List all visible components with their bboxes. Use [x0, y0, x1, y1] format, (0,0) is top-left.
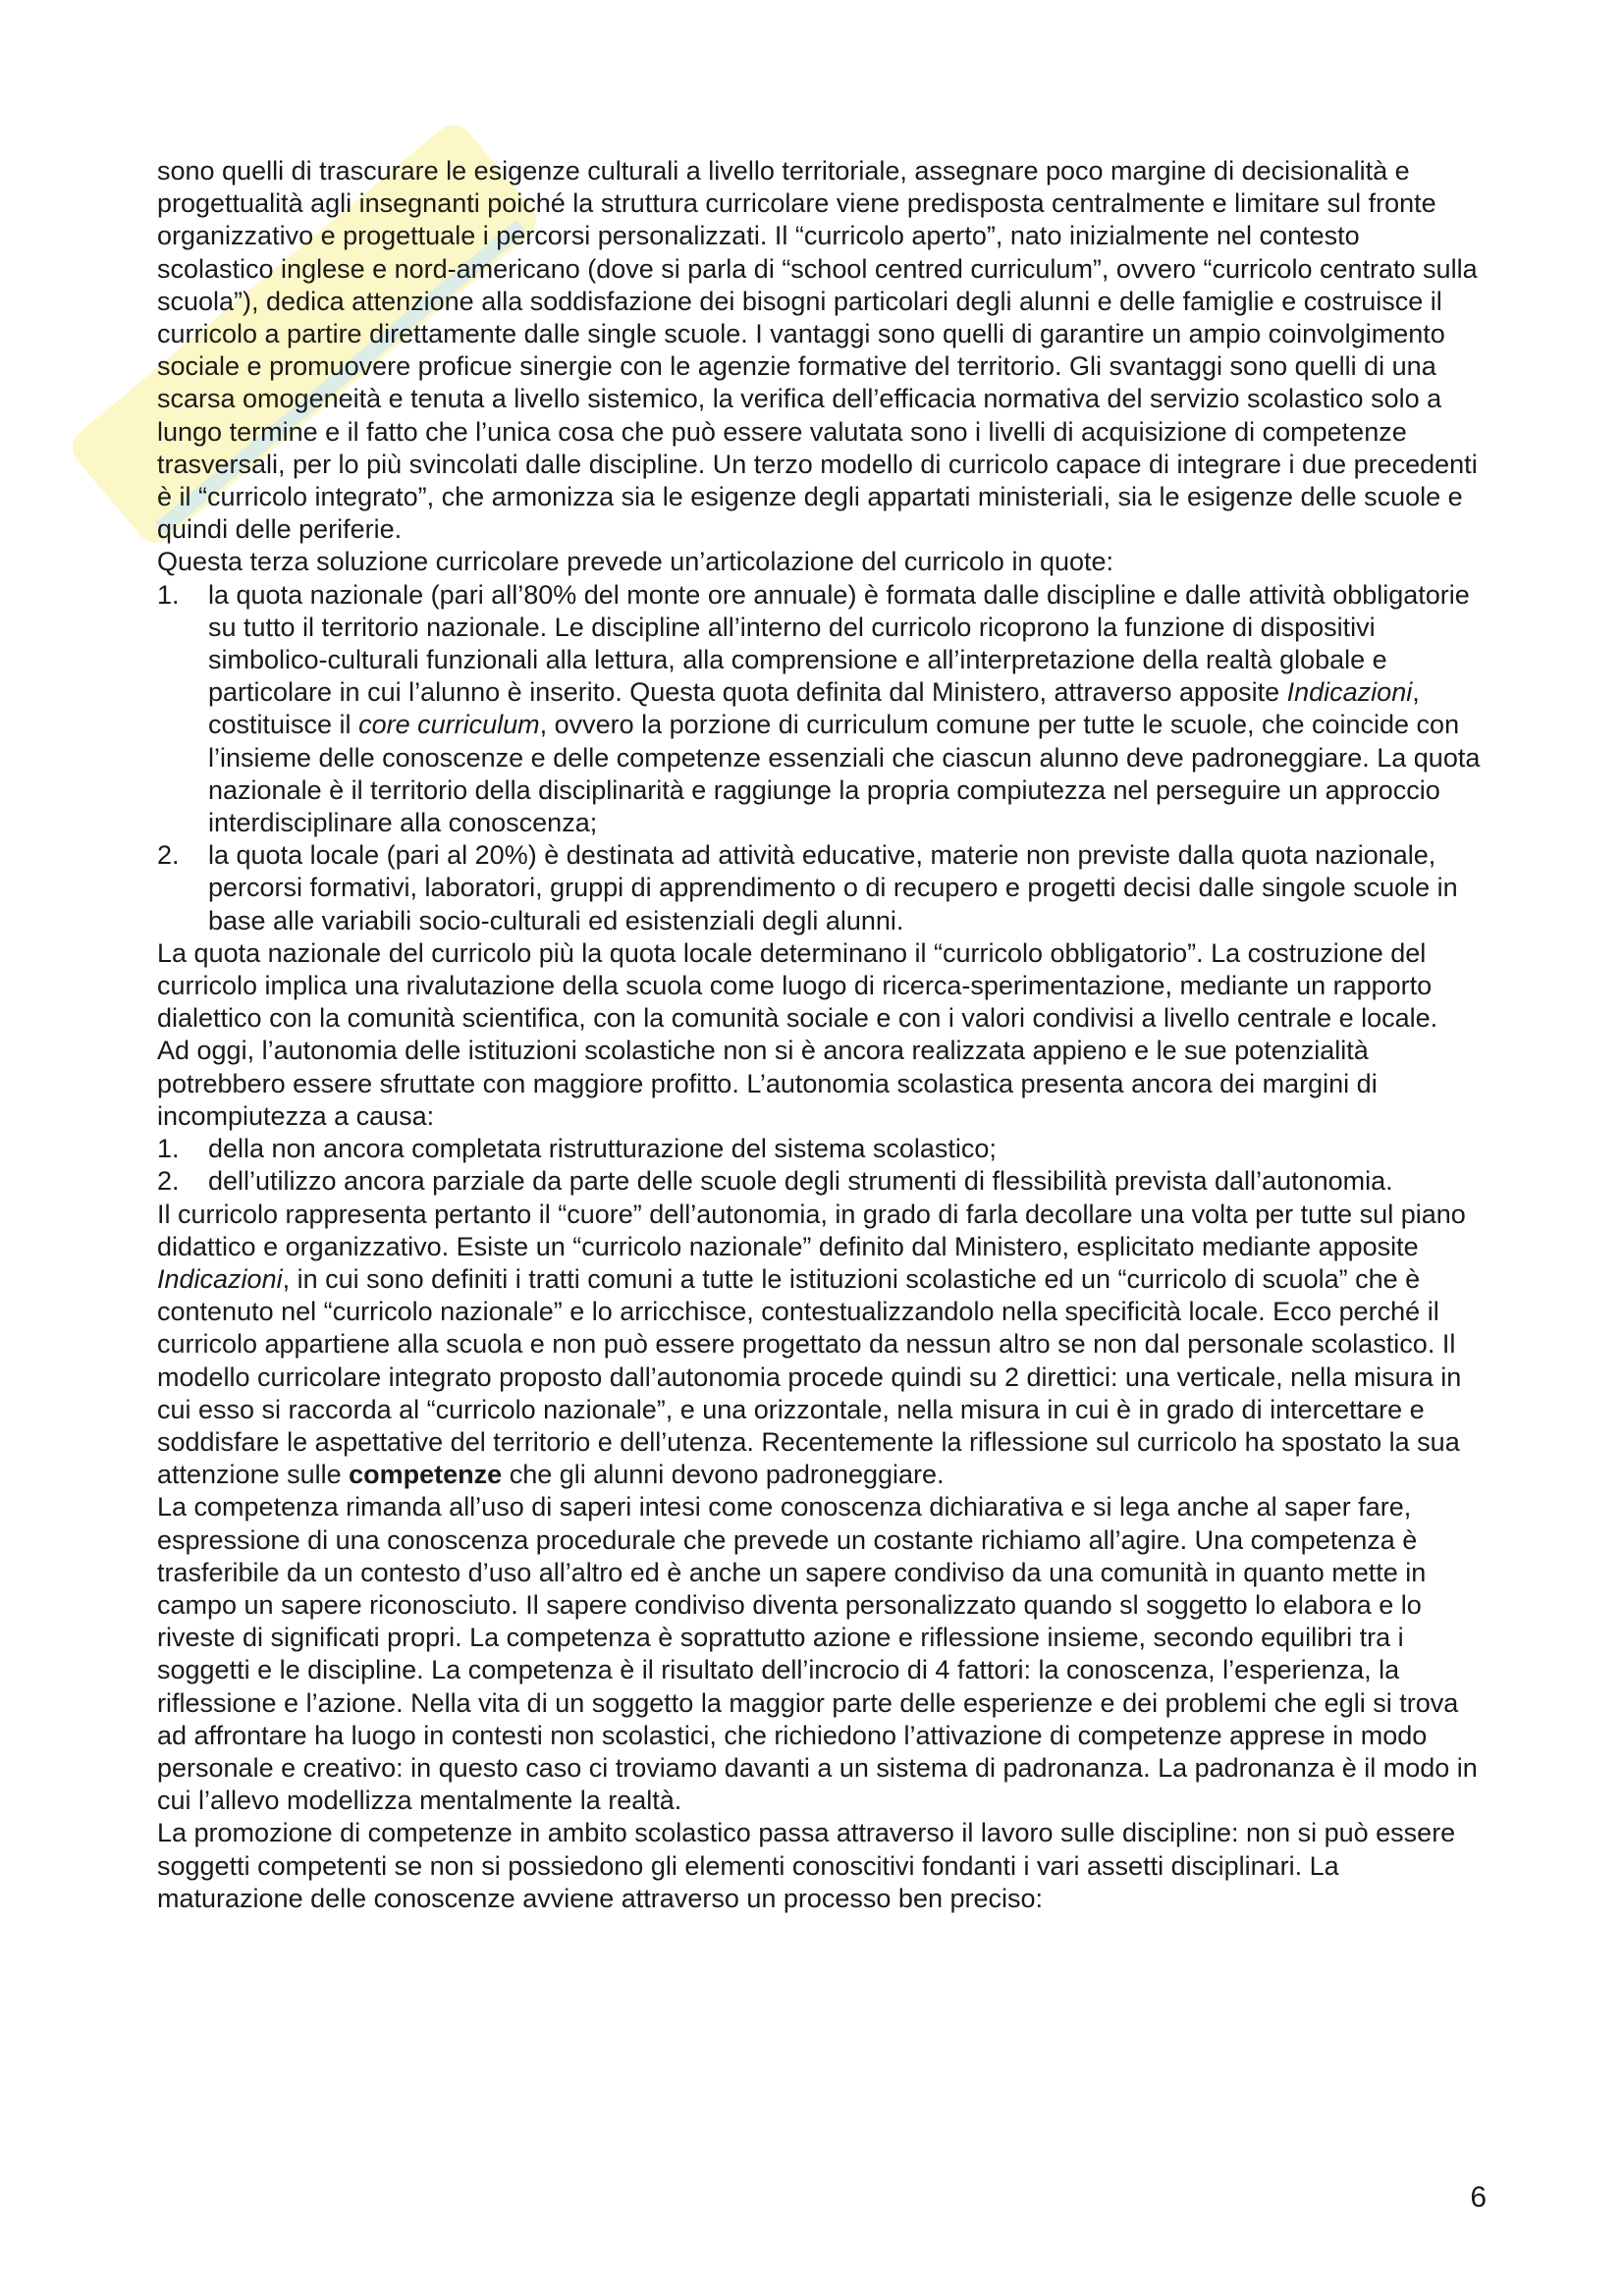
list-text: la quota locale (pari al 20%) è destinata ad attività educative, materie non previste dalla quota nazionale, percorsi formativi, laboratori, gruppi di apprendimento o di recupero e progetti decisi dalle singole scuole in base alle variabili socio-culturali ed esistenziali degli alunni.	[208, 840, 1458, 935]
list-item	[157, 1165, 1483, 1198]
list-text: , costituisce il	[208, 677, 1420, 740]
list-emphasis: core curriculum	[358, 710, 540, 740]
list-number: 2.	[157, 840, 180, 871]
list-text: della non ancora completata ristrutturazione del sistema scolastico;	[208, 1134, 997, 1164]
cause-list	[157, 1133, 1483, 1198]
list-number: 1.	[157, 579, 180, 610]
paragraph-intro: sono quelli di trascurare le esigenze culturali a livello territoriale, assegnare poco margine di decisionalità e progettualità agli insegnanti poiché la struttura curricolare viene predisposta centralmente e limitare sul fronte organizzativo e progettuale i percorsi personalizzati. Il “curricolo aperto”, nato inizialmente nel contesto scolastico inglese e nord-americano (dove si parla di “school centred curriculum”, ovvero “curricolo centrato sulla scuola”), dedica attenzione alla soddisfazione dei bisogni particolari degli alunni e delle famiglie e costruisce il curricolo a partire direttamente dalle single scuole. I vantaggi sono quelli di garantire un ampio coinvolgimento sociale e promuovere proficue sinergie con le agenzie formative del territorio. Gli svantaggi sono quelli di una scarsa omogeneità e tenuta a livello sistemico, la verifica dell’efficacia normativa del servizio scolastico solo a lungo termine e il fatto che l’unica cosa che può essere valutata sono i livelli di acquisizione di competenze trasversali, per lo più svincolati dalle discipline. Un terzo modello di curricolo capace di integrare i due precedenti è il “curricolo integrato”, che armonizza sia le esigenze degli appartati ministeriali, sia le esigenze delle scuole e quindi delle periferie.	[157, 156, 1478, 545]
paragraph-competenza: La competenza rimanda all’uso di saperi intesi come conoscenza dichiarativa e si lega anche al saper fare, espressione di una conoscenza procedurale che prevede un costante richiamo all’agire. Una competenza è trasferibile da un contesto d’uso all’altro ed è anche un sapere condiviso da una comunità in quanto mette in campo un sapere riconosciuto. Il sapere condiviso diventa personalizzato quando sl soggetto lo elabora e lo riveste di significati propri. La competenza è soprattutto azione e riflessione insieme, secondo equilibri tra i soggetti e le discipline. La competenza è il risultato dell’incrocio di 4 fattori: la conoscenza, l’esperienza, la riflessione e l’azione. Nella vita di un soggetto la maggior parte delle esperienze e dei problemi che egli si trova ad affrontare ha luogo in contesti non scolastici, che richiedono l’attivazione di competenze apprese in modo personale e creativo: in questo caso ci troviamo davanti a un sistema di padronanza. La padronanza è il modo in cui l’allevo modellizza mentalmente la realtà.	[157, 1492, 1478, 1816]
quota-list	[157, 579, 1483, 937]
paragraph-text: , in cui sono definiti i tratti comuni a tutte le istituzioni scolastiche ed un “curricolo di scuola” che è contenuto nel “curricolo nazionale” e lo arricchisce, contestualizzandolo nella specificità locale. Ecco perché il curricolo appartiene alla scuola e non può essere progettato da nessun altro se non dal personale scolastico. Il modello curricolare integrato proposto dall’autonomia procede quindi su 2 direttici: una verticale, nella misura in cui esso si raccorda al “curricolo nazionale”, e una orizzontale, nella misura in cui è in grado di intercettare e soddisfare le aspettative del territorio e dell’utenza. Recentemente la riflessione sul curricolo ha spostato la sua attenzione sulle	[157, 1263, 1462, 1490]
paragraph-bold: competenze	[349, 1460, 503, 1490]
page-number: 6	[1470, 2181, 1487, 2214]
list-text: , ovvero la porzione di curriculum comune per tutte le scuole, che coincide con l’insieme delle conoscenze e delle competenze essenziali che ciascun alunno deve padroneggiare. La quota nazionale è il territorio della disciplinarità e raggiunge la propria compiutezza nel perseguire un approccio interdisciplinare alla conoscenza;	[208, 710, 1481, 838]
list-emphasis: Indicazioni	[1286, 677, 1413, 708]
list-text: dell’utilizzo ancora parziale da parte delle scuole degli strumenti di flessibilità prevista dall’autonomia.	[208, 1166, 1393, 1197]
paragraph-cuore	[157, 1199, 1483, 1492]
list-item	[157, 1133, 1483, 1165]
paragraph-text: che gli alunni devono padroneggiare.	[502, 1460, 945, 1490]
list-item	[157, 839, 1483, 937]
paragraph-text: Il curricolo rappresenta pertanto il “cuore” dell’autonomia, in grado di farla decollare una volta per tutte sul piano didattico e organizzativo. Esiste un “curricolo nazionale” definito dal Ministero, esplicitato mediante apposite	[157, 1199, 1466, 1261]
document-page	[157, 155, 1483, 1915]
paragraph-quota-intro: Questa terza soluzione curricolare prevede un’articolazione del curricolo in quote:	[157, 547, 1114, 577]
paragraph-promozione: La promozione di competenze in ambito scolastico passa attraverso il lavoro sulle discipline: non si può essere soggetti competenti se non si possiedono gli elementi conoscitivi fondanti i vari assetti disciplinari. La maturazione delle conoscenze avviene attraverso un processo ben preciso:	[157, 1818, 1456, 1913]
list-number: 2.	[157, 1166, 180, 1197]
list-number: 1.	[157, 1134, 180, 1164]
paragraph-emphasis: Indicazioni	[157, 1263, 283, 1294]
paragraph-obbligatorio: La quota nazionale del curricolo più la quota locale determinano il “curricolo obbligatorio”. La costruzione del curricolo implica una rivalutazione della scuola come luogo di ricerca-sperimentazione, mediante un rapporto dialettico con la comunità scientifica, con la comunità sociale e con i valori condivisi a livello centrale e locale.	[157, 937, 1438, 1034]
list-item	[157, 579, 1483, 840]
paragraph-autonomia: Ad oggi, l’autonomia delle istituzioni scolastiche non si è ancora realizzata appieno e le sue potenzialità potrebbero essere sfruttate con maggiore profitto. L’autonomia scolastica presenta ancora dei margini di incompiutezza a causa:	[157, 1036, 1378, 1131]
list-text: la quota nazionale (pari all’80% del monte ore annuale) è formata dalle discipline e dalle attività obbligatorie su tutto il territorio nazionale. Le discipline all’interno del curricolo ricoprono la funzione di dispositivi simbolico-culturali funzionali alla lettura, alla comprensione e all’interpretazione della realtà globale e particolare in cui l’alunno è inserito. Questa quota definita dal Ministero, attraverso apposite	[208, 579, 1470, 708]
